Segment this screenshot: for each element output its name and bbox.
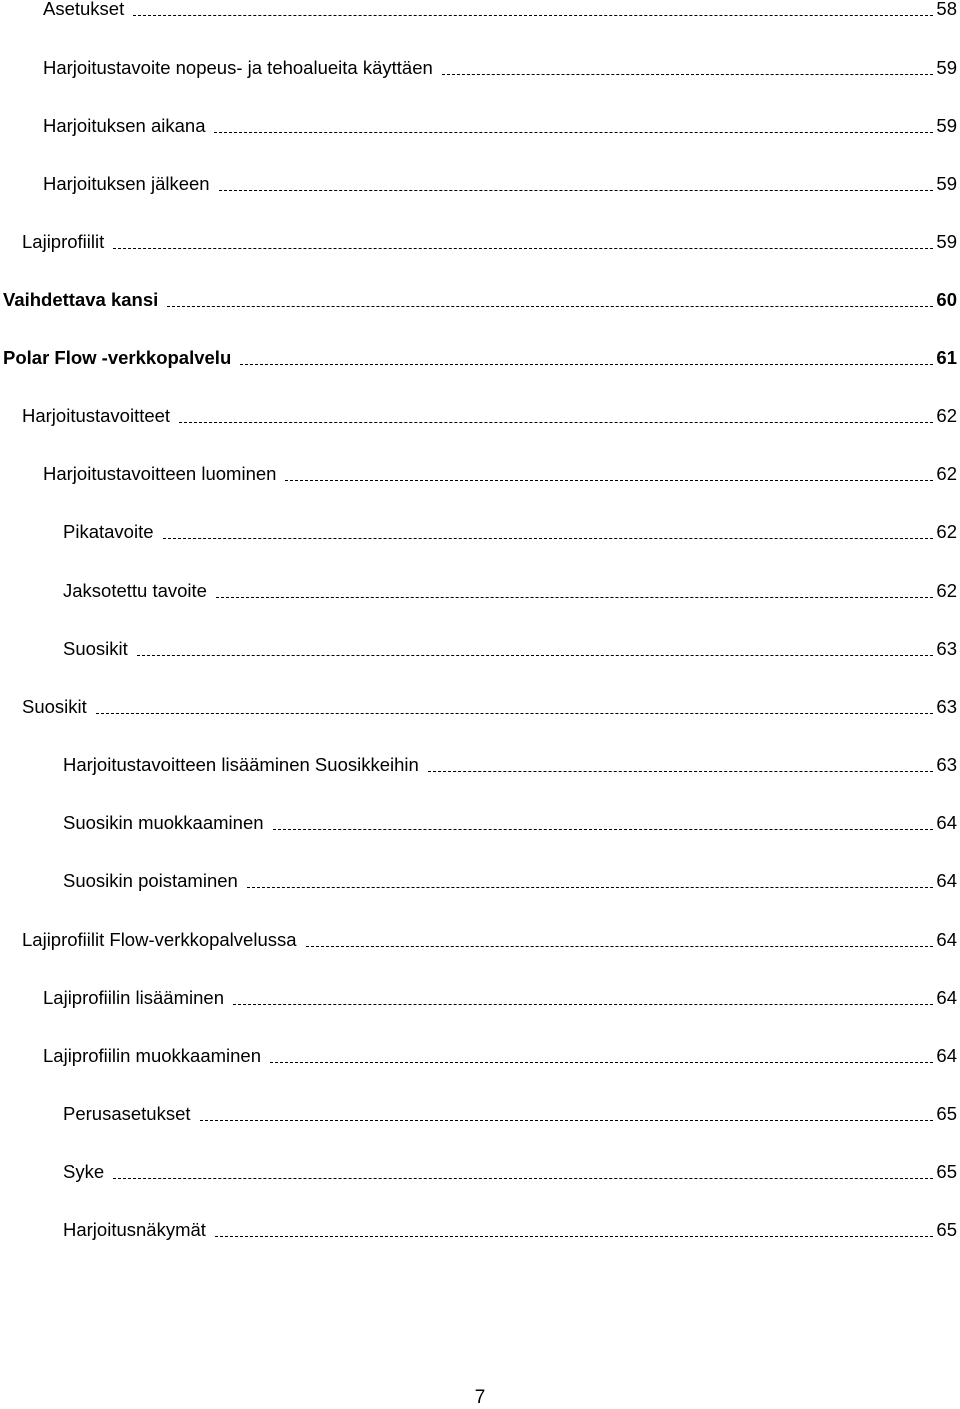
toc-entry-title: Jaksotettu tavoite: [63, 580, 207, 601]
dot-leader: [179, 422, 933, 423]
toc-entry[interactable]: [63, 580, 957, 602]
toc-entry-page: 64: [936, 812, 957, 833]
dot-leader: [133, 15, 933, 16]
dot-leader: [215, 1236, 934, 1237]
toc-entry[interactable]: [43, 463, 957, 485]
toc-entry-page: 63: [936, 754, 957, 775]
dot-leader: [216, 597, 933, 598]
toc-entry-page: 63: [936, 696, 957, 717]
toc-entry[interactable]: [63, 638, 957, 660]
dot-leader: [214, 132, 933, 133]
toc-entry-page: 65: [936, 1103, 957, 1124]
toc-entry-title: Suosikit: [63, 638, 128, 659]
dot-leader: [442, 74, 934, 75]
toc-entry-page: 65: [936, 1219, 957, 1240]
dot-leader: [200, 1120, 934, 1121]
toc-entry[interactable]: [63, 1219, 957, 1241]
toc-entry-page: 59: [936, 231, 957, 252]
toc-entry-page: 62: [936, 521, 957, 542]
dot-leader: [163, 538, 934, 539]
toc-entry-title: Suosikin muokkaaminen: [63, 812, 264, 833]
toc-entry[interactable]: [63, 754, 957, 776]
toc-entry[interactable]: [43, 987, 957, 1009]
toc-entry-page: 64: [936, 870, 957, 891]
toc-entry-title: Syke: [63, 1161, 105, 1182]
toc-entry-page: 60: [936, 289, 957, 310]
toc-entry[interactable]: [22, 231, 957, 253]
toc-entry-title: Asetukset: [43, 0, 125, 19]
dot-leader: [167, 306, 933, 307]
toc-entry-title: Harjoitusnäkymät: [63, 1219, 206, 1240]
dot-leader: [113, 248, 933, 249]
toc-entry[interactable]: [43, 0, 957, 20]
toc-entry-title: Harjoitustavoitteen lisääminen Suosikkeihin: [63, 754, 419, 775]
toc-entry-page: 62: [936, 580, 957, 601]
toc-entry[interactable]: [22, 929, 957, 951]
dot-leader: [285, 480, 933, 481]
toc-entry[interactable]: [43, 173, 957, 195]
dot-leader: [247, 887, 934, 888]
toc-entry-title: Perusasetukset: [63, 1103, 191, 1124]
toc-entry[interactable]: [22, 696, 957, 718]
toc-entry[interactable]: [63, 1161, 957, 1183]
dot-leader: [113, 1178, 933, 1179]
dot-leader: [240, 364, 933, 365]
toc-entry-page: 59: [936, 57, 957, 78]
toc-entry-page: 62: [936, 463, 957, 484]
dot-leader: [270, 1062, 933, 1063]
toc-entry-page: 65: [936, 1161, 957, 1182]
toc-entry-title: Harjoituksen jälkeen: [43, 173, 210, 194]
toc-entry-title: Harjoitustavoite nopeus- ja tehoalueita käyttäen: [43, 57, 433, 78]
toc-entry-title: Suosikit: [22, 696, 87, 717]
toc-entry[interactable]: [63, 521, 957, 543]
toc-entry[interactable]: [22, 405, 957, 427]
toc-entry-title: Lajiprofiilit Flow-verkkopalvelussa: [22, 929, 297, 950]
toc-entry-title: Vaihdettava kansi: [3, 289, 159, 310]
toc-entry-title: Lajiprofiilit: [22, 231, 105, 252]
toc-entry[interactable]: [43, 115, 957, 137]
toc-entry[interactable]: [63, 1103, 957, 1125]
toc-entry[interactable]: [63, 870, 957, 892]
toc-entry-page: 61: [936, 347, 957, 368]
toc-entry-page: 59: [936, 115, 957, 136]
toc-entry-title: Harjoitustavoitteen luominen: [43, 463, 277, 484]
toc-entry-title: Harjoituksen aikana: [43, 115, 206, 136]
toc-entry[interactable]: [43, 57, 957, 79]
toc-entry-title: Lajiprofiilin muokkaaminen: [43, 1045, 261, 1066]
toc-entry-title: Harjoitustavoitteet: [22, 405, 171, 426]
toc-entry[interactable]: [63, 812, 957, 834]
dot-leader: [137, 655, 934, 656]
toc-entry-title: Lajiprofiilin lisääminen: [43, 987, 224, 1008]
toc-entry[interactable]: [3, 347, 957, 369]
toc-entry[interactable]: [3, 289, 957, 311]
toc-entry-page: 59: [936, 173, 957, 194]
dot-leader: [428, 771, 934, 772]
dot-leader: [233, 1004, 933, 1005]
toc-entry-page: 62: [936, 405, 957, 426]
toc-entry-title: Suosikin poistaminen: [63, 870, 238, 891]
toc-entry[interactable]: [43, 1045, 957, 1067]
toc-entry-page: 64: [936, 929, 957, 950]
page-number: 7: [474, 1387, 486, 1408]
dot-leader: [306, 946, 934, 947]
toc-entry-page: 64: [936, 987, 957, 1008]
toc-entry-page: 58: [936, 0, 957, 19]
toc-entry-title: Polar Flow -verkkopalvelu: [3, 347, 232, 368]
dot-leader: [273, 829, 934, 830]
dot-leader: [219, 190, 934, 191]
toc-entry-page: 63: [936, 638, 957, 659]
toc-entry-title: Pikatavoite: [63, 521, 154, 542]
toc-entry-page: 64: [936, 1045, 957, 1066]
dot-leader: [96, 713, 934, 714]
